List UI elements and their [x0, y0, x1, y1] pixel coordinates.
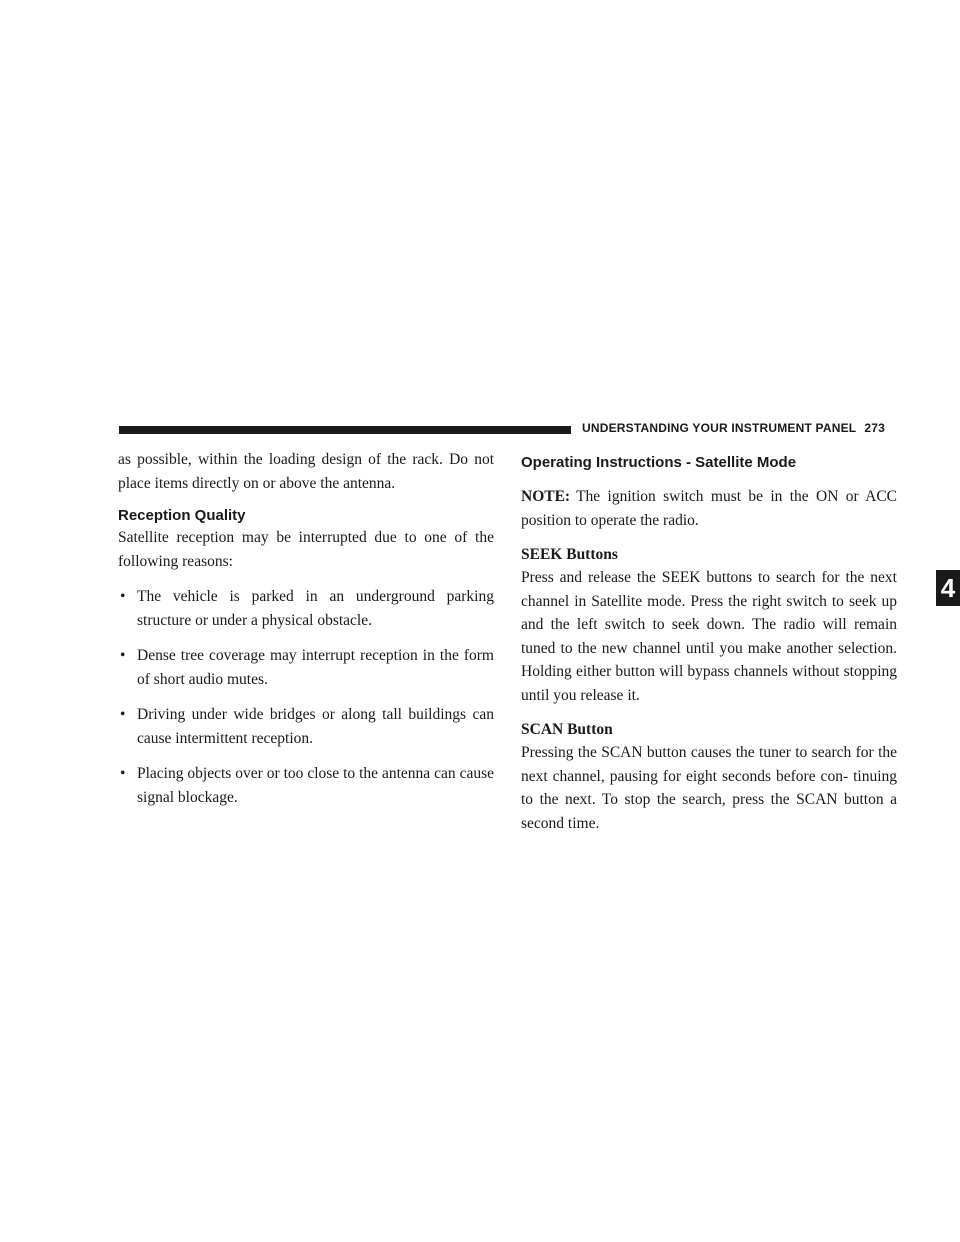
intro-paragraph: as possible, within the loading design of the rack. Do not place items directly on or above the antenna.: [118, 451, 494, 492]
bullet-icon: •: [120, 647, 126, 664]
running-header: [582, 421, 885, 435]
reception-paragraph: Satellite reception may be interrupted due to one of the following reasons:: [118, 529, 494, 570]
note-text: The ignition switch must be in the ON or ACC position to operate the radio.: [521, 488, 897, 529]
list-item: • Driving under wide bridges or along tall buildings can cause intermittent reception.: [118, 703, 494, 750]
bullet-icon: •: [120, 706, 126, 723]
page-number: 273: [864, 421, 885, 435]
chapter-tab: 4: [936, 570, 960, 606]
operating-instructions-heading: Operating Instructions - Satellite Mode: [521, 454, 797, 471]
header-rule: [119, 426, 571, 434]
reasons-list: [118, 585, 494, 809]
note-paragraph: [521, 485, 897, 532]
seek-buttons-title: SEEK Buttons: [521, 546, 618, 563]
left-column: [118, 448, 494, 809]
scan-button-text: Pressing the SCAN button causes the tuner to search for the next channel, pausing for eight seconds before con- tinuing to the next. To stop the search, press the SCAN button a second time.: [521, 744, 897, 832]
right-column: [521, 448, 897, 835]
seek-buttons-text: Press and release the SEEK buttons to search for the next channel in Satellite mode. Press the right switch to seek up and the left switch to seek down. The radio will remain tuned to the new channel until you make another selection. Holding either button will bypass channels without stopping until you release it.: [521, 569, 897, 704]
bullet-icon: •: [120, 765, 126, 782]
list-item: • Placing objects over or too close to the antenna can cause signal blockage.: [118, 762, 494, 809]
list-item: • Dense tree coverage may interrupt reception in the form of short audio mutes.: [118, 644, 494, 691]
reception-quality-heading: Reception Quality: [118, 507, 246, 524]
list-item: • The vehicle is parked in an underground parking structure or under a physical obstacle.: [118, 585, 494, 632]
section-title: UNDERSTANDING YOUR INSTRUMENT PANEL: [582, 421, 857, 435]
note-label: NOTE:: [521, 488, 571, 505]
bullet-icon: •: [120, 588, 126, 605]
scan-button-title: SCAN Button: [521, 721, 613, 738]
